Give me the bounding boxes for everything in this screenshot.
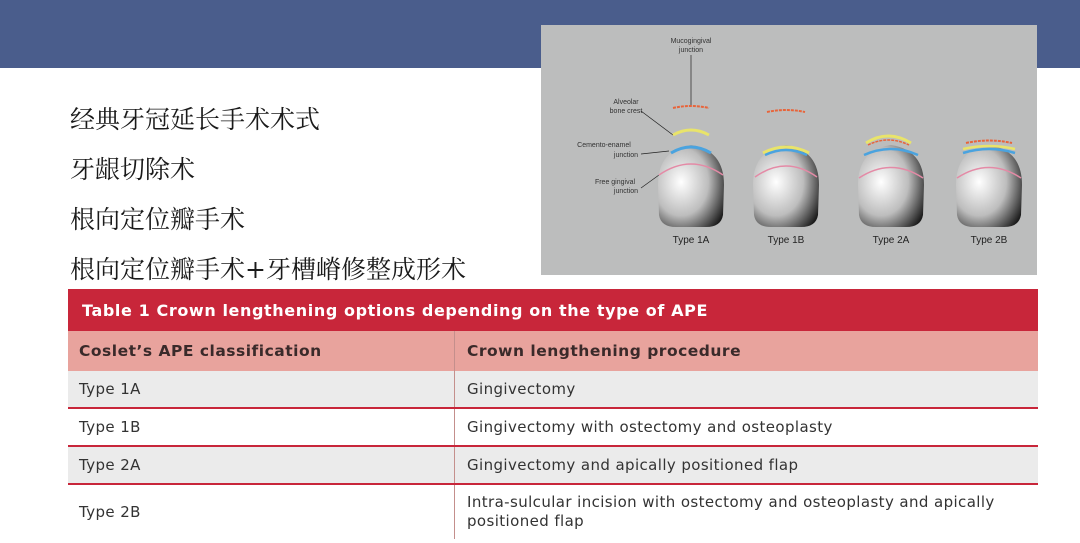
leader-line <box>641 175 659 188</box>
table-title: Table 1 Crown lengthening options depending on the type of APE <box>68 289 1038 331</box>
ape-diagram-svg <box>541 25 1037 275</box>
table-row <box>68 371 1038 409</box>
label-alveolar-1: Alveolar <box>613 99 639 106</box>
label-fgj-1: Free gingival <box>594 179 636 186</box>
cell-procedure: Gingivectomy and apically positioned flap <box>467 455 799 474</box>
tooth-type-1b <box>753 110 819 246</box>
bullet-item: 牙龈切除术 <box>70 155 196 184</box>
tooth-label: Type 2A <box>872 235 910 246</box>
tooth-label: Type 2B <box>970 235 1008 246</box>
label-cej-2: junction <box>613 152 639 159</box>
label-fgj-2: junction <box>613 188 639 195</box>
tooth-label: Type 1A <box>672 235 710 246</box>
table-header-row <box>68 331 1038 371</box>
cell-classification: Type 2B <box>68 485 455 539</box>
cell-classification: Type 2A <box>68 447 455 483</box>
cell-procedure: Gingivectomy with ostectomy and osteoplasty <box>467 417 833 436</box>
table-row <box>68 409 1038 447</box>
leader-line <box>641 151 669 154</box>
bullet-item: 根向定位瓣手术+牙槽嵴修整成形术 <box>70 255 466 284</box>
column-header-procedure: Crown lengthening procedure <box>467 341 742 360</box>
label-alveolar-2: bone crest <box>609 108 643 115</box>
ape-diagram <box>541 25 1037 275</box>
label-cej-1: Cemento-enamel <box>577 142 631 149</box>
label-mucogingival-1: Mucogingival <box>670 38 712 45</box>
tooth-type-2b <box>956 141 1022 247</box>
tooth-label: Type 1B <box>767 235 805 246</box>
tooth-type-1a <box>658 106 724 246</box>
bullet-item: 根向定位瓣手术 <box>70 205 246 234</box>
tooth-type-2a <box>858 136 924 246</box>
bullet-item: 经典牙冠延长手术术式 <box>70 105 321 134</box>
label-mucogingival-2: junction <box>678 47 704 54</box>
cell-classification: Type 1A <box>68 371 455 407</box>
leader-line <box>641 111 673 135</box>
cell-classification: Type 1B <box>68 409 455 445</box>
cell-procedure: Gingivectomy <box>467 379 576 398</box>
table-row <box>68 447 1038 485</box>
table-row <box>68 485 1038 539</box>
bullet-list <box>70 100 530 300</box>
column-header-classification: Coslet’s APE classification <box>68 331 455 371</box>
cell-procedure: Intra-sulcular incision with ostectomy and osteoplasty and apically positioned flap <box>467 493 995 530</box>
crown-lengthening-table <box>68 289 1038 539</box>
